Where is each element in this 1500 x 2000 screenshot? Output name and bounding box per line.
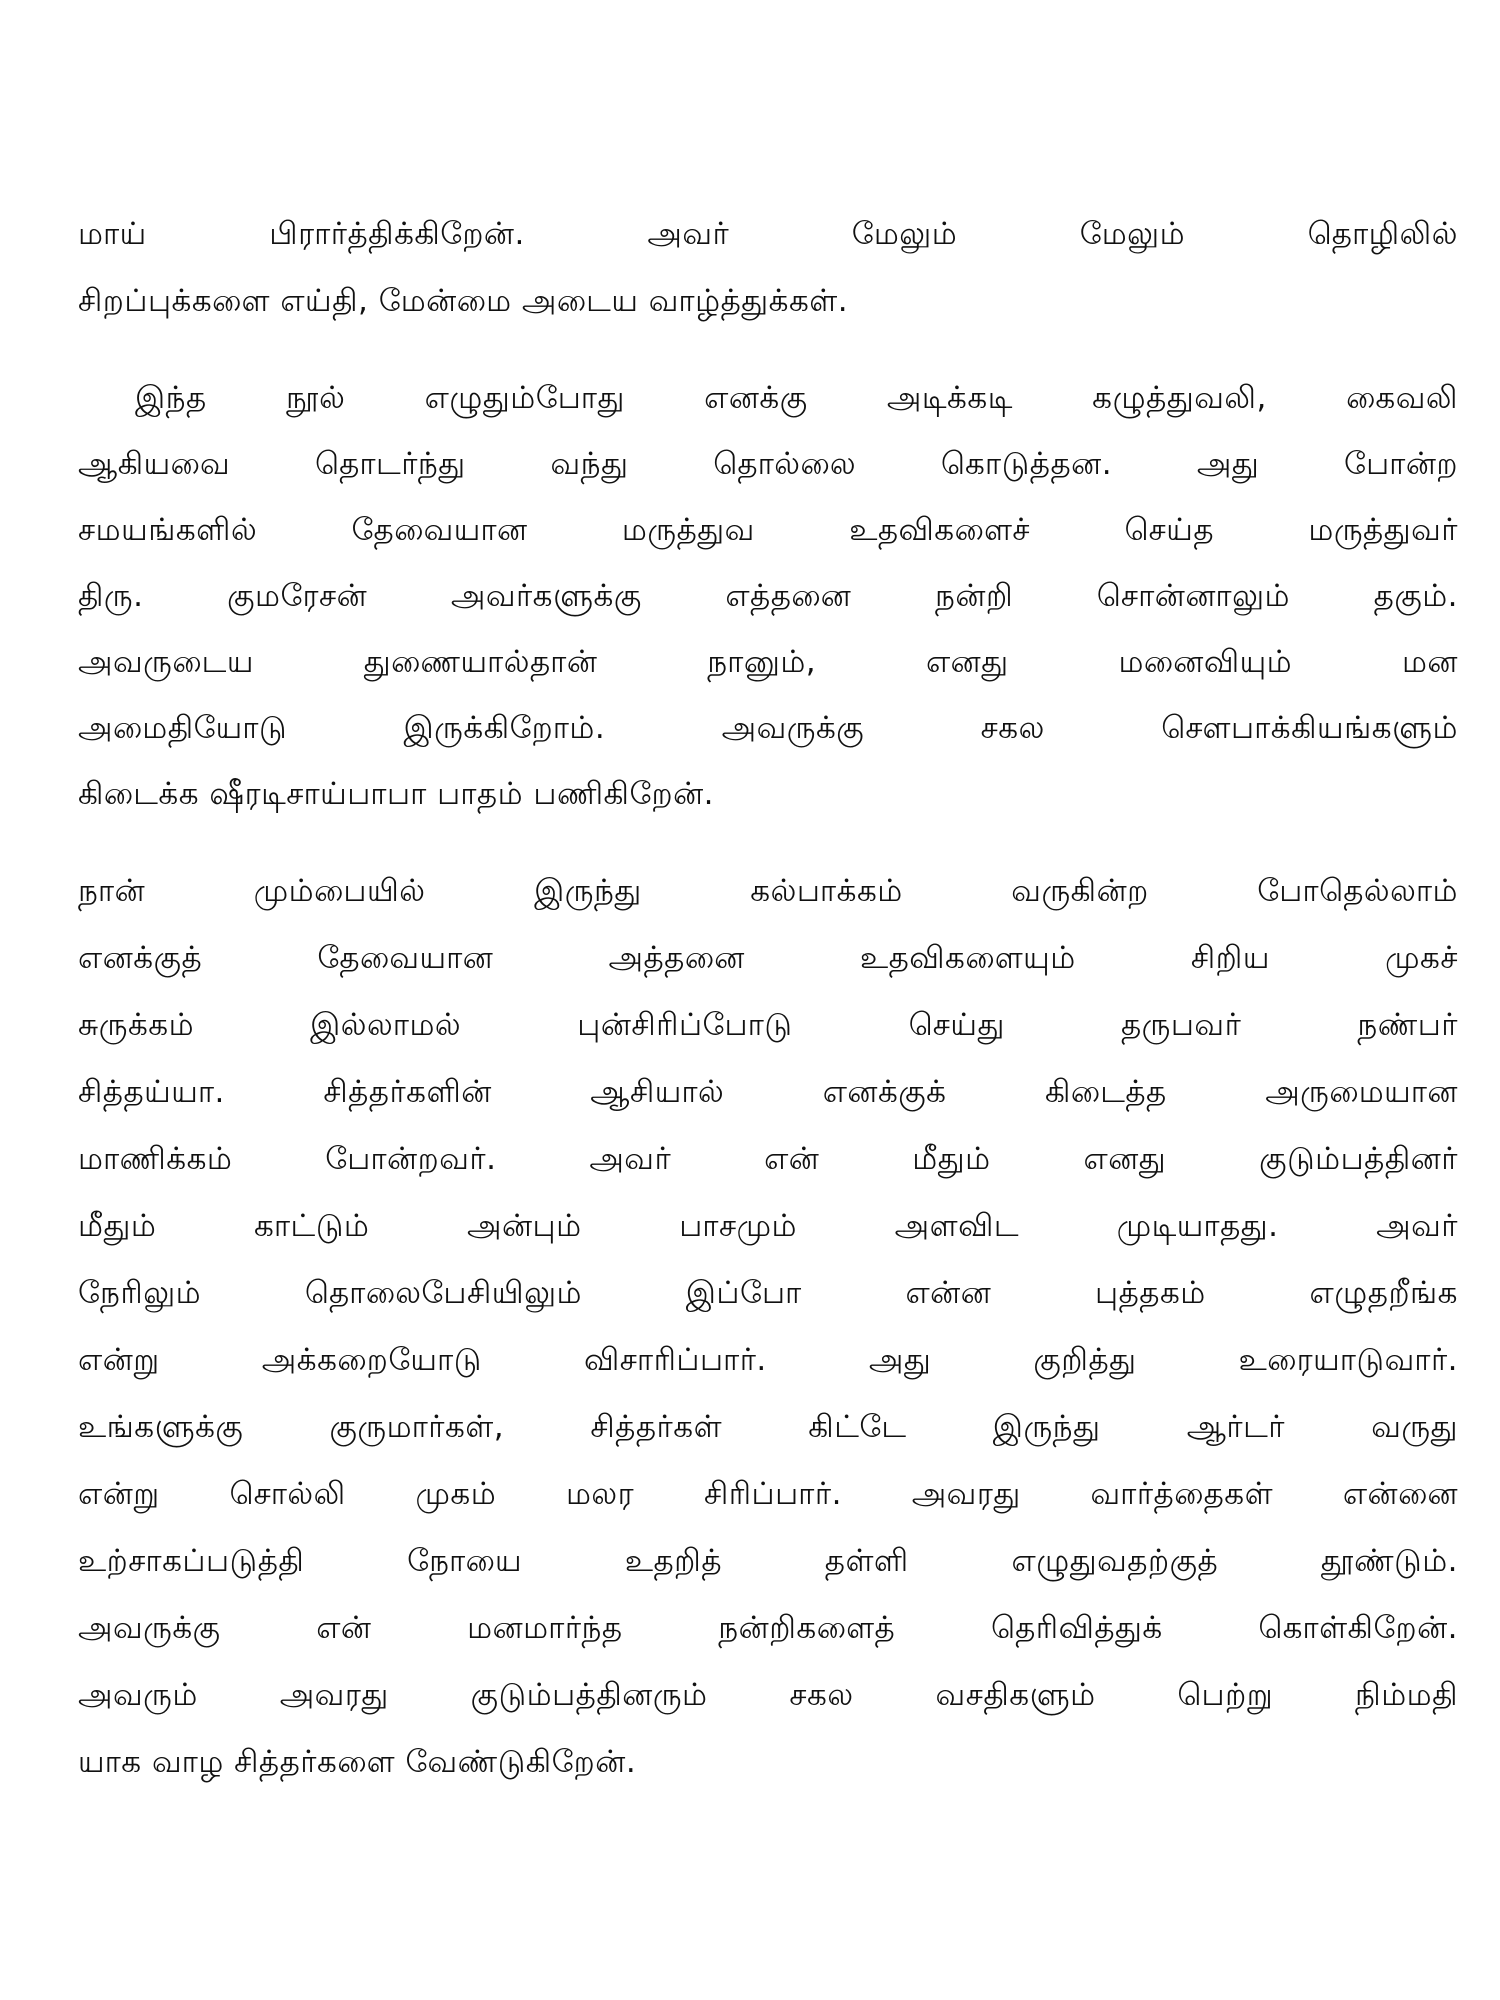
text-line: என்று அக்கறையோடு விசாரிப்பார். அது குறித்து உரையாடுவார். bbox=[78, 1342, 1458, 1378]
text-line: அமைதியோடு இருக்கிறோம். அவருக்கு சகல சௌபாக்கியங்களும் bbox=[78, 710, 1458, 746]
text-line: அவருக்கு என் மனமார்ந்த நன்றிகளைத் தெரிவித்துக் கொள்கிறேன். bbox=[78, 1610, 1458, 1646]
text-line: மீதும் காட்டும் அன்பும் பாசமும் அளவிட முடியாதது. அவர் bbox=[78, 1208, 1458, 1244]
text-line: சித்தய்யா. சித்தர்களின் ஆசியால் எனக்குக் கிடைத்த அருமையான bbox=[78, 1074, 1458, 1110]
text-line: உங்களுக்கு குருமார்கள், சித்தர்கள் கிட்டே இருந்து ஆர்டர் வருது bbox=[78, 1409, 1458, 1445]
text-line: சமயங்களில் தேவையான மருத்துவ உதவிகளைச் செய்த மருத்துவர் bbox=[78, 512, 1458, 548]
text-line: ஆகியவை தொடர்ந்து வந்து தொல்லை கொடுத்தன. அது போன்ற bbox=[78, 446, 1458, 482]
text-line: உற்சாகப்படுத்தி நோயை உதறித் தள்ளி எழுதுவதற்குத் தூண்டும். bbox=[78, 1543, 1458, 1579]
text-line: அவரும் அவரது குடும்பத்தினரும் சகல வசதிகளும் பெற்று நிம்மதி bbox=[78, 1677, 1458, 1713]
text-line: நேரிலும் தொலைபேசியிலும் இப்போ என்ன புத்தகம் எழுதறீங்க bbox=[78, 1275, 1458, 1311]
text-line: சுருக்கம் இல்லாமல் புன்சிரிப்போடு செய்து தருபவர் நண்பர் bbox=[78, 1007, 1458, 1043]
text-line: அவருடைய துணையால்தான் நானும், எனது மனைவியும் மன bbox=[78, 644, 1458, 680]
text-line: மாய் பிரார்த்திக்கிறேன். அவர் மேலும் மேலும் தொழிலில் bbox=[78, 216, 1458, 252]
text-line: யாக வாழ சித்தர்களை வேண்டுகிறேன். bbox=[78, 1744, 637, 1780]
text-line: எனக்குத் தேவையான அத்தனை உதவிகளையும் சிறிய முகச் bbox=[78, 940, 1458, 976]
text-line: சிறப்புக்களை எய்தி, மேன்மை அடைய வாழ்த்துக்கள். bbox=[78, 283, 849, 319]
text-line: மாணிக்கம் போன்றவர். அவர் என் மீதும் எனது குடும்பத்தினர் bbox=[78, 1141, 1458, 1177]
text-line: நான் மும்பையில் இருந்து கல்பாக்கம் வருகின்ற போதெல்லாம் bbox=[78, 873, 1458, 909]
text-line: என்று சொல்லி முகம் மலர சிரிப்பார். அவரது வார்த்தைகள் என்னை bbox=[78, 1476, 1458, 1512]
text-line: திரு. குமரேசன் அவர்களுக்கு எத்தனை நன்றி சொன்னாலும் தகும். bbox=[78, 578, 1458, 614]
text-line: இந்த நூல் எழுதும்போது எனக்கு அடிக்கடி கழுத்துவலி, கைவலி bbox=[135, 380, 1458, 416]
text-line: கிடைக்க ஷீரடிசாய்பாபா பாதம் பணிகிறேன். bbox=[78, 776, 714, 812]
